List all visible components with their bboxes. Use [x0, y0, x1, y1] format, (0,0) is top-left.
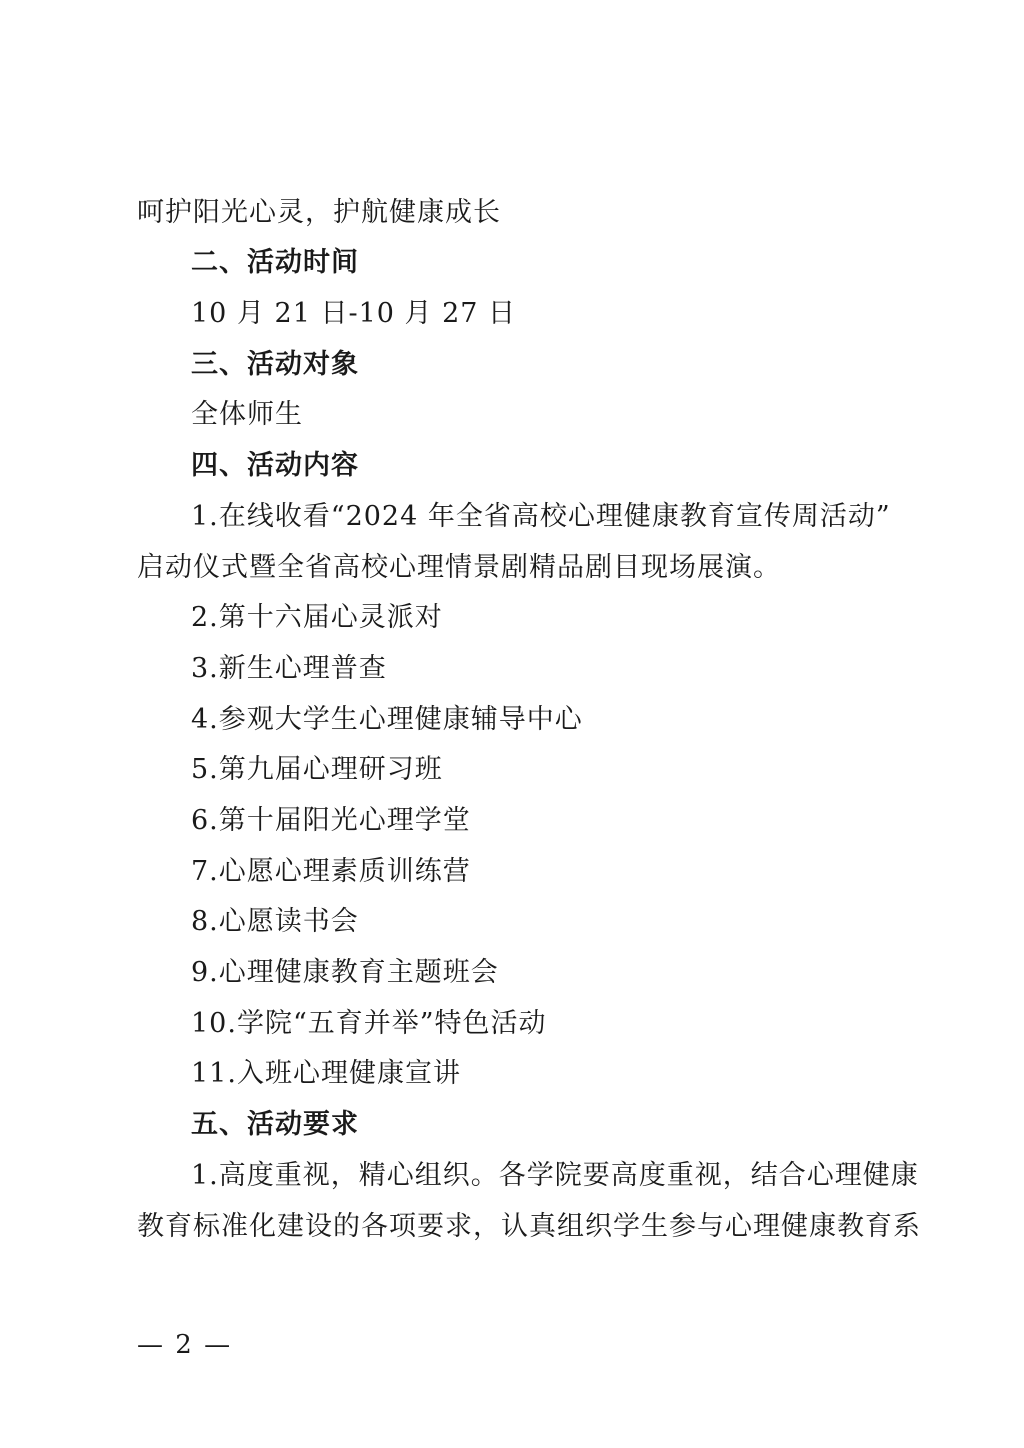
content-item: 10.学院“五育并举”特色活动	[191, 1008, 547, 1039]
content-item: 7.心愿心理素质训练营	[191, 856, 471, 887]
section-content-target: 全体师生	[191, 399, 303, 430]
content-item: 5.第九届心理研习班	[191, 754, 443, 785]
content-item: 8.心愿读书会	[191, 906, 359, 937]
content-item-1-line-2: 启动仪式暨全省高校心理情景剧精品剧目现场展演。	[137, 552, 781, 583]
content-item: 11.入班心理健康宣讲	[191, 1058, 461, 1089]
content-item: 3.新生心理普查	[191, 653, 387, 684]
content-item: 4.参观大学生心理健康辅导中心	[191, 704, 583, 735]
content-item: 2.第十六届心灵派对	[191, 602, 443, 633]
content-item: 9.心理健康教育主题班会	[191, 957, 499, 988]
section-content-time: 10 月 21 日-10 月 27 日	[191, 298, 517, 329]
section-heading-content: 四、活动内容	[191, 450, 359, 481]
requirements-item-1-line-1: 1.高度重视，精心组织。各学院要高度重视，结合心理健康	[191, 1160, 919, 1191]
section-heading-target: 三、活动对象	[191, 349, 359, 380]
page-number: — 2 —	[137, 1330, 233, 1360]
content-item: 6.第十届阳光心理学堂	[191, 805, 471, 836]
continuation-text: 呵护阳光心灵，护航健康成长	[137, 197, 501, 228]
section-heading-requirements: 五、活动要求	[191, 1109, 359, 1140]
requirements-item-1-line-2: 教育标准化建设的各项要求，认真组织学生参与心理健康教育系	[137, 1211, 921, 1242]
section-heading-time: 二、活动时间	[191, 247, 359, 278]
content-item-1-line-1: 1.在线收看“2024 年全省高校心理健康教育宣传周活动”	[191, 501, 891, 532]
